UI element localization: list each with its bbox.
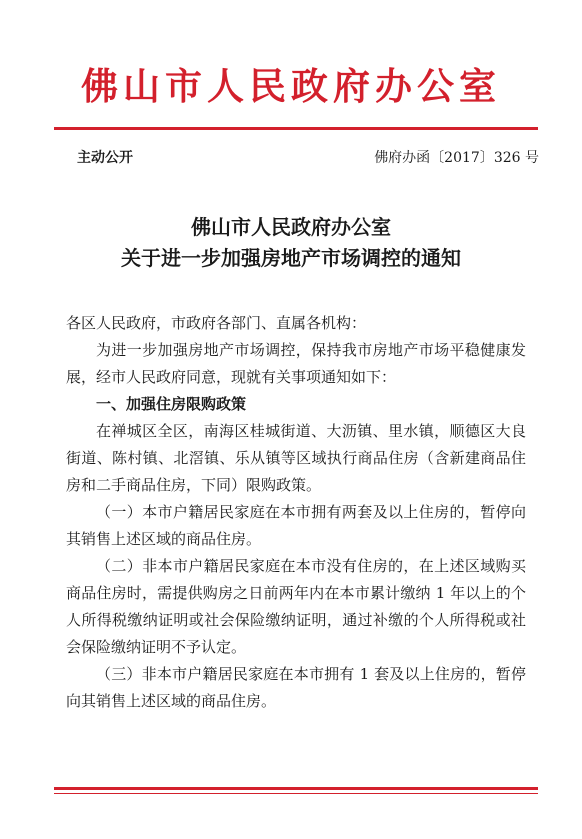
document-body	[66, 310, 526, 715]
list-item-1: （一）本市户籍居民家庭在本市拥有两套及以上住房的，暂停向其销售上述区域的商品住房。	[66, 503, 526, 548]
section-paragraph: 在禅城区全区，南海区桂城街道、大沥镇、里水镇，顺德区大良街道、陈村镇、北滘镇、乐从镇等区域执行商品住房（含新建商品住房和二手商品住房，下同）限购政策。	[66, 422, 526, 494]
footer-red-rule-thick	[54, 787, 538, 790]
disclosure-type: 主动公开	[77, 150, 133, 166]
list-item-2: （二）非本市户籍居民家庭在本市没有住房的，在上述区域购买商品住房时，需提供购房之日前两年内在本市累计缴纳 1 年以上的个人所得税缴纳证明或社会保险缴纳证明，通过补缴的个人所得税或社会保险缴纳证明不予认定。	[66, 557, 526, 656]
document-title-line-1: 佛山市人民政府办公室	[191, 215, 391, 239]
document-title-line-2: 关于进一步加强房地产市场调控的通知	[121, 246, 461, 270]
section-heading: 一、加强住房限购政策	[96, 395, 247, 413]
issuer-masthead: 佛山市人民政府办公室	[81, 64, 501, 108]
masthead-red-rule	[54, 127, 538, 130]
footer-red-rule-thin	[54, 793, 538, 794]
intro-paragraph: 为进一步加强房地产市场调控，保持我市房地产市场平稳健康发展，经市人民政府同意，现就有关事项通知如下：	[66, 341, 526, 386]
list-item-3: （三）非本市户籍居民家庭在本市拥有 1 套及以上住房的，暂停向其销售上述区域的商品住房。	[66, 665, 526, 710]
document-number: 佛府办函〔2017〕326 号	[374, 150, 539, 166]
salutation: 各区人民政府，市政府各部门、直属各机构：	[66, 314, 367, 332]
